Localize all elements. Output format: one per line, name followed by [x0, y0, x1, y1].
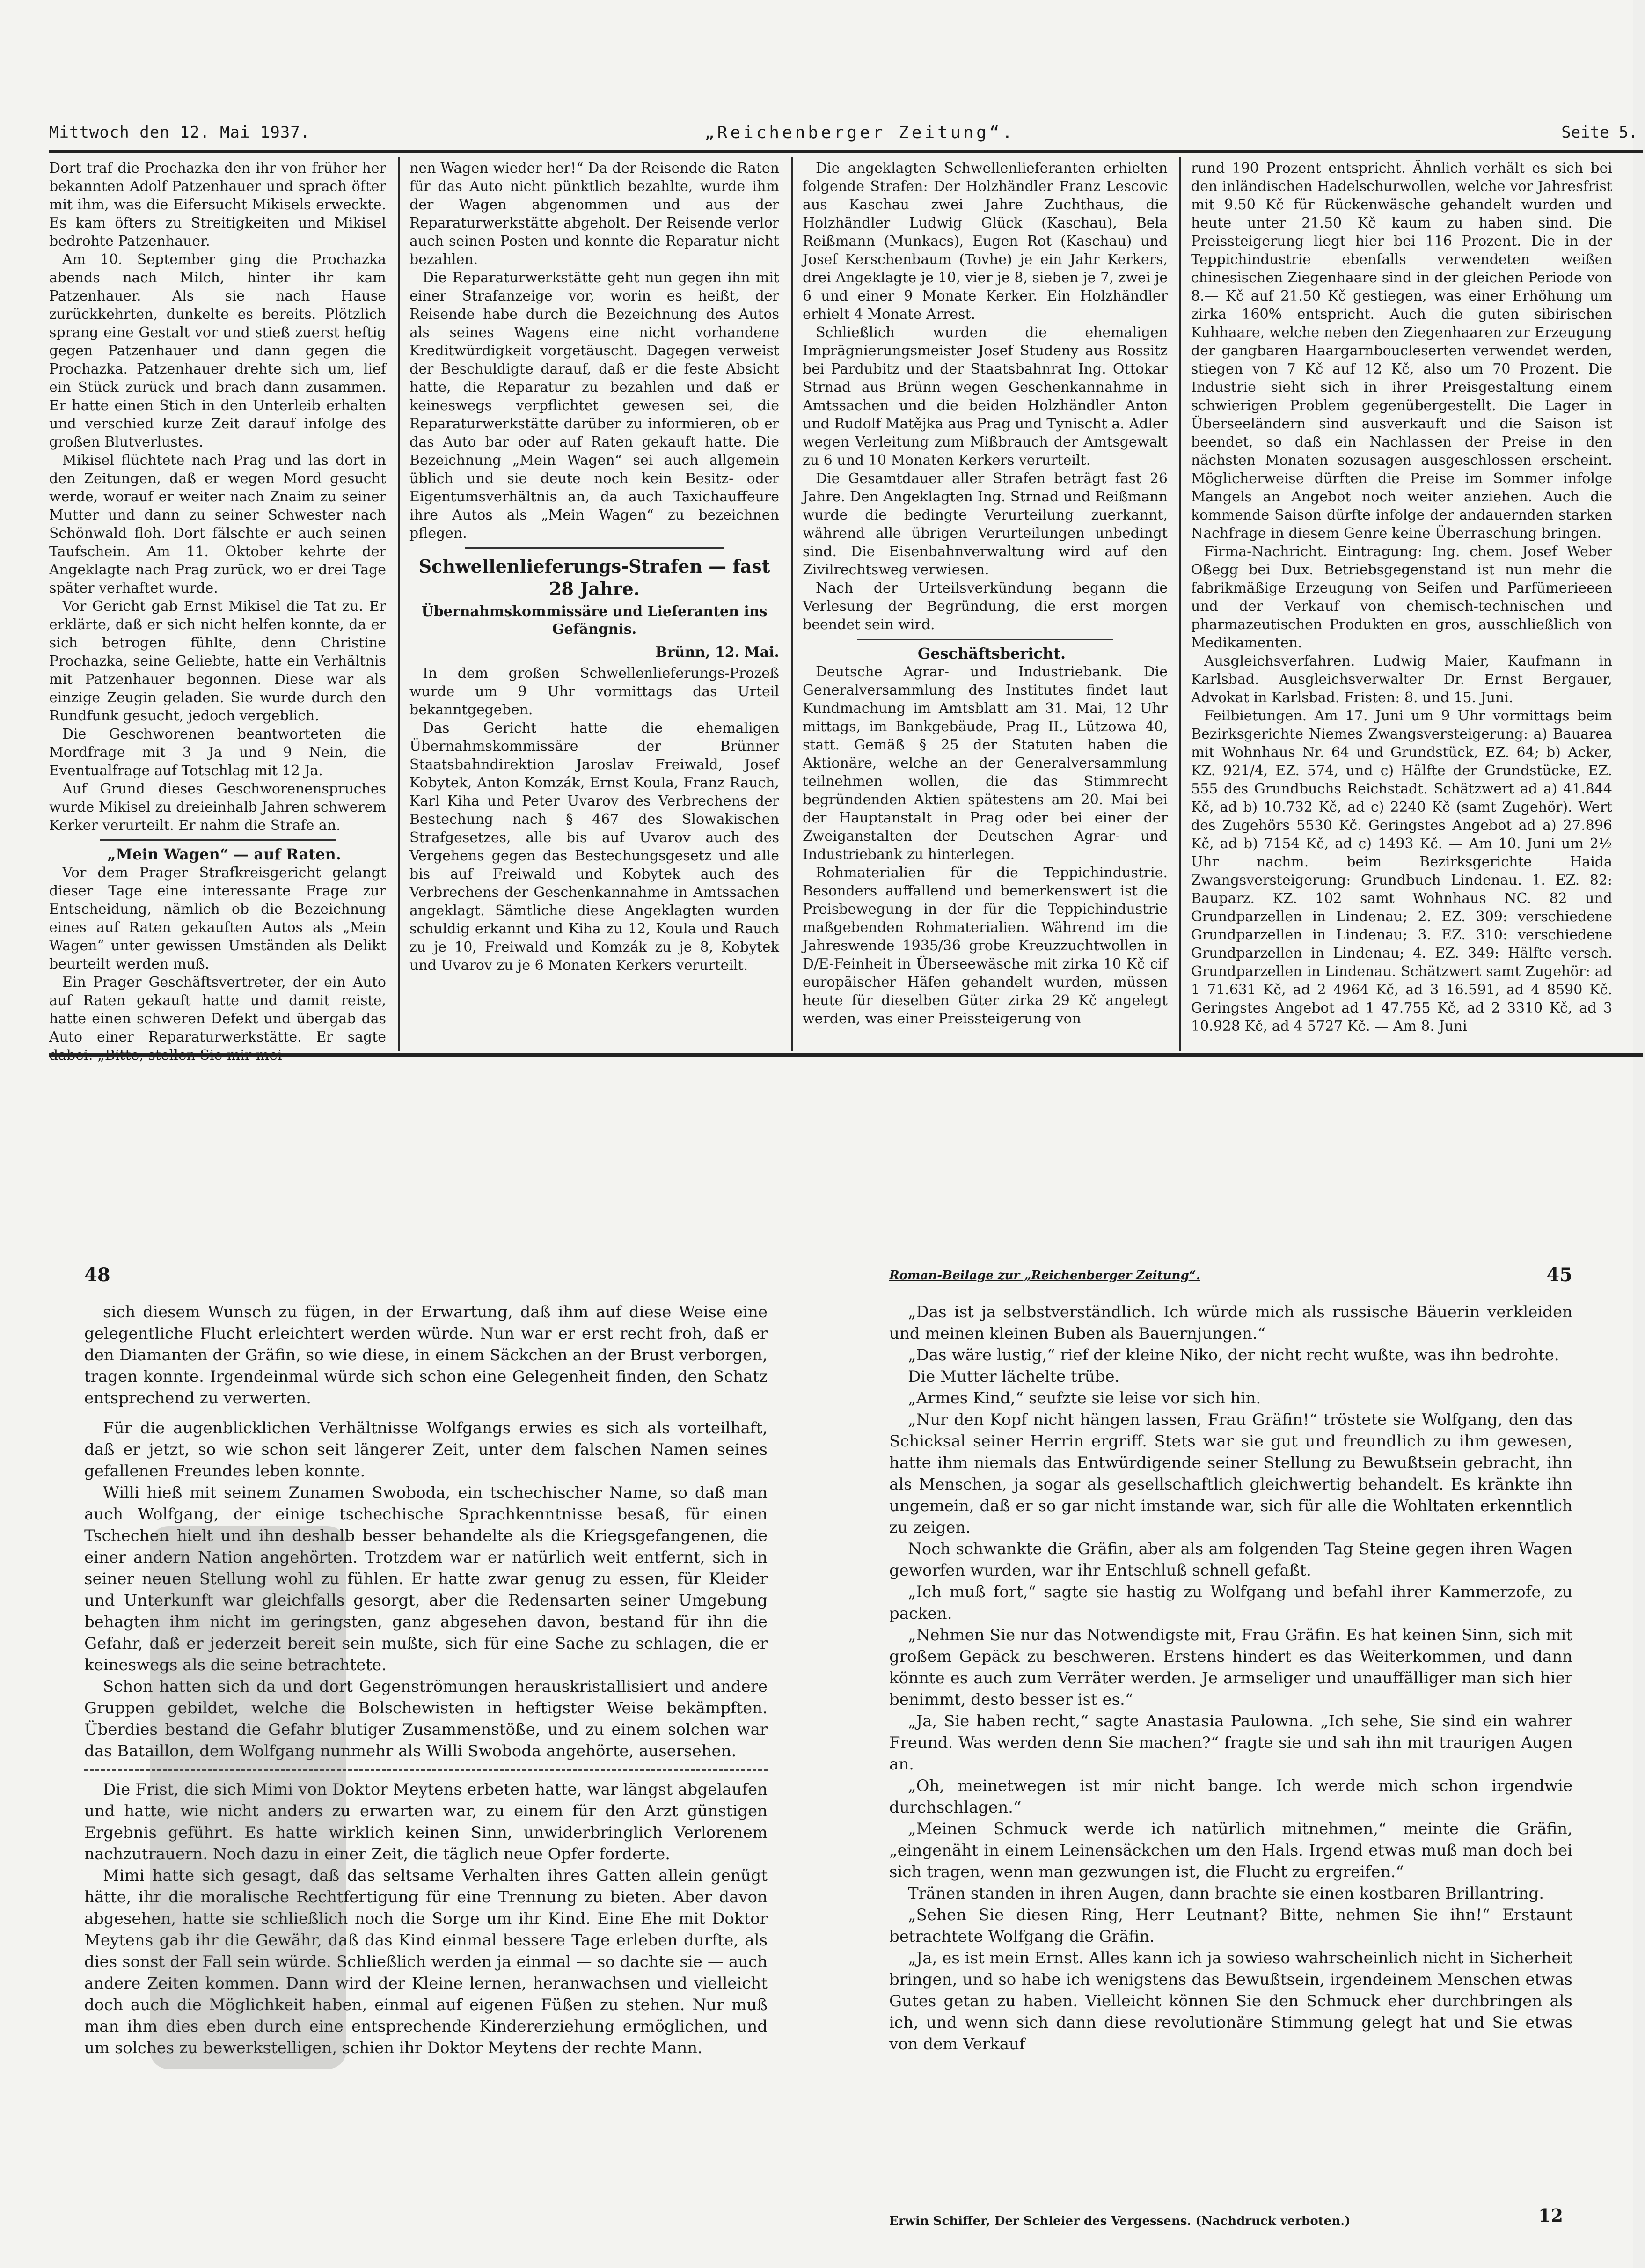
section-bottom-rule — [49, 1053, 1643, 1057]
paragraph: Deutsche Agrar- und Industriebank. Die Generalversammlung des Institutes findet laut Kundmachung im Amtsblatt am 31. Mai, 12 Uhr mittags, im Bankgebäude, Prag II., Lützowa 40, statt. Gemäß § 25 der Statuten haben die Aktionäre, welche an der Generalversammlung teilnehmen wollen, die das Stimmrecht begründenden Aktien spätestens am 20. Mai bei der Hauptanstalt in Prag oder bei einer der Zweiganstalten der Deutschen Agrar- und Industriebank zu hinterlegen. — [803, 664, 1168, 863]
paragraph: Tränen standen in ihren Augen, dann brachte sie einen kostbaren Brillantring. — [908, 1884, 1544, 1903]
header-date: Mittwoch den 12. Mai 1937. — [49, 123, 311, 142]
separator — [857, 639, 1113, 640]
paragraph: „Das wäre lustig,“ rief der kleine Niko, der nicht recht wußte, was ihn bedrohte. — [908, 1346, 1559, 1365]
paragraph: rund 190 Prozent entspricht. Ähnlich verhält es sich bei den inländischen Hadelschurwollen, welche vor Jahresfrist mit 9.50 Kč für Rückenwäsche gehandelt wurden und heute unter 21.50 Kč kaum zu haben sind. Die Preissteigerung liegt hier bei 116 Prozent. Die in der Teppichindustrie ebenfalls verwendeten weißen chinesischen Ziegenhaare sind in der gleichen Periode von 8.— Kč auf 21.50 Kč gestiegen, was einer Erhöhung um zirka 160% entspricht. Auch die guten sibirischen Kuhhaare, welche neben den Ziegenhaaren zur Erzeugung der gangbaren Haargarnboucleserten verwendet werden, stiegen von 7 Kč auf 12 Kč, also um 70 Prozent. Die Industrie sieht sich in ihrer Preisgestaltung einem schwierigen Problem gegenübergestellt. Die Lager in Überseeländern sind ausverkauft und die Saison ist beendet, so daß ein Nachlassen der Preise in den nächsten Monaten sozusagen ausgeschlossen erscheint. Möglicherweise dürften die Preise im Sommer infolge Mangels an Angebot noch weiter anziehen. Auch die kommende Saison dürfte infolge der andauernden starken Nachfrage in diesem Genre keine Überraschung bringen. — [1191, 160, 1612, 542]
novel-supplement-section — [75, 1264, 1601, 2233]
paragraph: Die angeklagten Schwellenlieferanten erhielten folgende Strafen: Der Holzhändler Franz Lescovic aus Kaschau zwei Jahre Zuchthaus, die Holzhändler Ludwig Glück (Kaschau), Bela Reißmann (Munkacs), Eugen Rot (Kaschau) und Josef Kerschenbaum (Tovhe) je ein Jahr Kerkers, drei Angeklagte je 10, vier je 8, sieben je 7, zwei je 6 und einer 9 Monate Kerker. Ein Holzhändler erhielt 4 Monate Arrest. — [803, 160, 1168, 323]
column-rule — [791, 157, 793, 1051]
novel-right-column — [889, 1301, 1572, 2200]
right-page-number: 45 — [1546, 1264, 1572, 1286]
paragraph: Für die augenblicklichen Verhältnisse Wolfgangs erwies es sich als vorteilhaft, daß er jetzt, so wie schon seit längerer Zeit, unter dem falschen Namen seines gefallenen Freundes leben konnte. — [84, 1419, 768, 1481]
article-title: „Mein Wagen“ — auf Raten. — [107, 845, 341, 863]
paragraph: Vor dem Prager Strafkreisgericht gelangt dieser Tage eine interessante Frage zur Entscheidung, nämlich ob die Bezeichnung eines auf Raten gekauften Autos als „Mein Wagen“ unter gewissen Umständen als Delikt beurteilt werden muß. — [49, 865, 386, 972]
paragraph: „Armes Kind,“ seufzte sie leise vor sich hin. — [908, 1389, 1261, 1408]
paragraph: Die Geschworenen beantworteten die Mordfrage mit 3 Ja und 9 Nein, die Eventualfrage auf Totschlag mit 12 Ja. — [49, 726, 386, 779]
paragraph: Vor Gericht gab Ernst Mikisel die Tat zu. Er erklärte, daß er sich nicht helfen konnte, da er sich betrogen fühlte, denn Christine Prochazka, seine Geliebte, hatte ein Verhältnis mit Patzenhauer begonnen. Diese war als einzige Zeugin geladen. Sie wurde durch den Rundfunk gesucht, jedoch vergeblich. — [49, 598, 386, 724]
paragraph: Schließlich wurden die ehemaligen Imprägnierungsmeister Josef Studeny aus Rossitz bei Pardubitz und der Staatsbahnrat Ing. Ottokar Strnad aus Brünn wegen Geschenkannahme in Amtssachen und die beiden Holzhändler Anton und Rudolf Matějka aus Prag und Tynischt a. Adler wegen Verleitung zum Mißbrauch der Amtsgewalt zu 6 und 10 Monaten Kerkers verurteilt. — [803, 324, 1168, 469]
column-2 — [409, 159, 779, 1049]
paragraph: Am 10. September ging die Prochazka abends nach Milch, hinter ihr kam Patzenhauer. Als sie nach Hause zurückkehrten, dunkelte es bereits. Plötzlich sprang eine Gestalt vor und stieß zuerst heftig gegen Patzenhauer und dann gegen die Prochazka. Patzenhauer drehte sich um, lief ein Stück zurück und brach dann zusammen. Er hatte einen Stich in den Unterleib erhalten und verschied kurze Zeit darauf infolge des großen Blutverlustes. — [49, 251, 386, 450]
paragraph: Ausgleichsverfahren. Ludwig Maier, Kaufmann in Karlsbad. Ausgleichsverwalter Dr. Ernst Bergauer, Advokat in Karlsbad. Fristen: 8. und 15. Juni. — [1191, 653, 1612, 706]
paragraph: „Ich muß fort,“ sagte sie hastig zu Wolfgang und befahl ihrer Kammerzofe, zu packen. — [889, 1583, 1572, 1623]
paragraph: „Nehmen Sie nur das Notwendigste mit, Frau Gräfin. Es hat keinen Sinn, sich mit großem Gepäck zu beschweren. Erstens hindert es das Weiterkommen, und dann könnte es auch zum Verräter werden. Je armseliger und unauffälliger man sich hier benimmt, desto besser ist es.“ — [889, 1626, 1572, 1709]
column-3 — [803, 159, 1168, 1049]
paragraph: Noch schwankte die Gräfin, aber als am folgenden Tag Steine gegen ihren Wagen geworfen wurden, war ihr Entschluß schnell gefaßt. — [889, 1540, 1572, 1580]
paragraph: „Ja, es ist mein Ernst. Alles kann ich ja sowieso wahrscheinlich nicht in Sicherheit bringen, und so habe ich wenigstens das Bewußtsein, irgendeinem Menschen etwas Gutes getan zu haben. Vielleicht können Sie den Schmuck eher durchbringen als ich, und wenn sich dann diese revolutionäre Stimmung gelegt hat und Sie etwas von dem Verkauf — [889, 1949, 1572, 2054]
paragraph: „Ja, Sie haben recht,“ sagte Anastasia Paulowna. „Ich sehe, Sie sind ein wahrer Freund. Was werden denn Sie machen?“ fragte sie und sah ihn mit traurigen Augen an. — [889, 1712, 1572, 1774]
paragraph: Die Frist, die sich Mimi von Doktor Meytens erbeten hatte, war längst abgelaufen und hatte, wie nicht anders zu erwarten war, zu einem für den Arzt günstigen Ergebnis geführt. Es hatte wirklich keinen Sinn, unwiderbringlich Verlorenem nachzutrauern. Noch dazu in einer Zeit, die täglich neue Opfer forderte. — [84, 1780, 768, 1864]
article-title: Schwellenlieferungs-Strafen — fast 28 Jahre. — [418, 556, 770, 599]
paragraph: Mikisel flüchtete nach Prag und las dort in den Zeitungen, daß er wegen Mord gesucht werde, worauf er weiter nach Znaim zu seiner Mutter und dann zu seiner Schwester nach Schönwald floh. Dort fälschte er auch seinen Taufschein. Am 11. Oktober kehrte der Angeklagte nach Prag zurück, wo er drei Tage später verhaftet wurde. — [49, 452, 386, 596]
paragraph: Mimi hatte sich gesagt, daß das seltsame Verhalten ihres Gatten allein genügt hätte, ihr die moralische Rechtfertigung für eine Trennung zu bieten. Aber davon abgesehen, hatte sie schließlich noch die Sorge um ihr Kind. Eine Ehe mit Doktor Meytens gab ihr die Gewähr, daß das Kind einmal bessere Tage erleben durfte, als dies sonst der Fall sein würde. Schließlich werden ja einmal — so dachte sie — auch andere Zeiten kommen. Dann wird der Kleine lernen, heranwachsen und vielleicht doch auch die Möglichkeit haben, einmal auf eigenen Füßen zu stehen. Nur muß man ihm dies eben durch eine entsprechende Kindererziehung ermöglichen, und um solches zu bewerkstelligen, schien ihr Doktor Meytens der rechte Mann. — [84, 1866, 768, 2057]
paragraph: Willi hieß mit seinem Zunamen Swoboda, ein tschechischer Name, so daß man auch Wolfgang, der einige tschechische Sprachkenntnisse besaß, für einen Tschechen hielt und ihn deshalb besser behandelte als die Kriegsgefangenen, die einer andern Nation angehörten. Trotzdem war er natürlich weit entfernt, sich in seiner neuen Stellung wohl zu fühlen. Er hatte zwar genug zu essen, für Kleider und Unterkunft war gleichfalls gesorgt, aber die Redensarten seiner Umgebung behagten ihm nicht im geringsten, ganz abgesehen davon, bestand für ihn die Gefahr, daß er jederzeit bereit sein mußte, sich für eine Sache zu schlagen, die er keineswegs als die seine betrachtete. — [84, 1483, 768, 1674]
paragraph: Nach der Urteilsverkündung begann die Verlesung der Begründung, die erst morgen beendet sein wird. — [803, 580, 1168, 633]
paragraph: nen Wagen wieder her!“ Da der Reisende die Raten für das Auto nicht pünktlich bezahlte, wurde ihm der Wagen abgenommen und aus der Reparaturwerkstätte abgeholt. Der Reisende verlor auch seinen Posten und konnte die Reparatur nicht bezahlen. — [409, 160, 779, 268]
paragraph: Schon hatten sich da und dort Gegenströmungen herauskristallisiert und andere Gruppen gebildet, welche die Bolschewisten in heftigster Weise bekämpften. Überdies bestand die Gefahr blutiger Zusammenstöße, und zu einem solchen war das Bataillon, dem Wolfgang nunmehr als Willi Swoboda angehörte, ausersehen. — [84, 1677, 768, 1761]
paragraph: Auf Grund dieses Geschworenenspruches wurde Mikisel zu dreieinhalb Jahren schwerem Kerker verurteilt. Er nahm die Strafe an. — [49, 781, 386, 834]
paragraph: „Oh, meinetwegen ist mir nicht bange. Ich werde mich schon irgendwie durchschlagen.“ — [889, 1776, 1572, 1817]
header-title: „Reichenberger Zeitung“. — [704, 123, 1016, 142]
supplement-heading: Roman-Beilage zur „Reichenberger Zeitung“. — [889, 1269, 1200, 1283]
column-rule — [1179, 157, 1181, 1051]
paragraph: Dort traf die Prochazka den ihr von früher her bekannten Adolf Patzenhauer und sprach öfter mit ihm, was die Eifersucht Mikisels erweckte. Es kam öfters zu Streitigkeiten und Mikisel bedrohte Patzenhauer. — [49, 160, 386, 250]
column-rule — [398, 157, 400, 1051]
header-page: Seite 5. — [1561, 123, 1638, 142]
paragraph: In dem großen Schwellenlieferungs-Prozeß wurde um 9 Uhr vormittags das Urteil bekanntgegeben. — [409, 665, 779, 718]
separator — [100, 839, 336, 841]
paragraph: „Nur den Kopf nicht hängen lassen, Frau Gräfin!“ tröstete sie Wolfgang, den das Schicksal seiner Herrin ergriff. Stets war sie gut und freundlich zu ihm gewesen, hatte ihm niemals das Entwürdigende seiner Stellung zu Bewußtsein gebracht, ihn als Menschen, ja sogar als gesellschaftlich gleichwertig behandelt. Es kränkte ihn ungemein, daß er so gar nicht imstande war, sich für alle die Wohltaten erkenntlich zu zeigen. — [889, 1410, 1572, 1537]
paragraph: Die Reparaturwerkstätte geht nun gegen ihn mit einer Strafanzeige vor, worin es heißt, der Reisende habe durch die Bezeichnung des Autos als seines Wagens eine nicht vorhandene Kreditwürdigkeit vorgetäuscht. Dagegen verweist der Beschuldigte darauf, daß er die feste Absicht hatte, die Reparatur zu bezahlen und daß er keineswegs verpflichtet gewesen sei, die Reparaturwerkstätte darüber zu informieren, ob er das Auto bar oder auf Raten gekauft hatte. Die Bezeichnung „Mein Wagen“ sei auch allgemein üblich und sie deute noch kein Besitz- oder Eigentumsverhältnis an, da auch Taxichauffeure ihre Autos als „Mein Wagen“ zu bezeichnen pflegen. — [409, 270, 779, 542]
paragraph: Feilbietungen. Am 17. Juni um 9 Uhr vormittags beim Bezirksgerichte Niemes Zwangsversteigerung: a) Bauarea mit Wohnhaus Nr. 64 und Grundstück, EZ. 64; b) Acker, KZ. 921/4, EZ. 574, und c) Hälfte der Grundstücke, EZ. 555 des Grundbuchs Reichstadt. Schätzwert ad a) 41.844 Kč, ad b) 10.732 Kč, ad c) 2240 Kč (samt Zugehör). Wert des Zugehörs 5530 Kč. Geringstes Angebot ad a) 27.896 Kč, ad b) 7154 Kč, ad c) 1493 Kč. — Am 10. Juni um 2½ Uhr nachm. beim Bezirksgerichte Haida Zwangsversteigerung: Grundbuch Lindenau. 1. EZ. 82: Bauparz. KZ. 102 samt Wohnhaus NC. 82 und Grundparzellen in Lindenau; 2. EZ. 309: verschiedene Grundparzellen in Lindenau; 3. EZ. 310: verschiedene Grundparzellen in Lindenau; 4. EZ. 349: Hälfte versch. Grundparzellen in Lindenau. Schätzwert samt Zugehör: ad 1 71.631 Kč, ad 2 4964 Kč, ad 3 16.591, ad 4 8590 Kč. Geringstes Angebot ad 1 47.755 Kč, ad 2 3310 Kč, ad 3 10.928 Kč, ad 4 5727 Kč. — Am 8. Juni — [1191, 708, 1612, 1035]
column-1 — [49, 159, 386, 1049]
paragraph: Das Gericht hatte die ehemaligen Übernahmskommissäre der Brünner Staatsbahndirektion Jaroslav Freiwald, Josef Kobytek, Anton Komzák, Ernst Koula, Franz Rauch, Karl Kiha und Peter Uvarov des Verbrechens der Bestechung nach § 467 des Slowakischen Strafgesetzes, alle bis auf Uvarov auch des Vergehens gegen das Bestechungsgesetz und alle bis auf Freiwald und Kobytek auch des Verbrechens der Geschenkannahme in Amtssachen angeklagt. Sämtliche diese Angeklagten wurden schuldig erkannt und Kiha zu 12, Koula und Rauch zu je 10, Freiwald und Komzák zu je 8, Kobytek und Uvarov zu je 6 Monaten Kerkers verurteilt. — [409, 720, 779, 974]
paragraph: Ein Prager Geschäftsvertreter, der ein Auto auf Raten gekauft hatte und damit reiste, hatte einen schweren Defekt und übergab das Auto einer Reparaturwerkstätte. Er sagte — [49, 974, 386, 1045]
page-header — [49, 119, 1643, 153]
separator — [465, 547, 724, 549]
paragraph: Rohmaterialien für die Teppichindustrie. Besonders auffallend und bemerkenswert ist die Preisbewegung in der für die Teppichindustrie maßgebenden Rohmaterialien. Während im die Jahreswende 1935/36 grobe Kreuzzuchtwollen in D/E-Feinheit in Überseewäsche mit zirka 10 Kč cif europäischer Häfen gehandelt wurden, müssen heute für dieselben Güter zirka 29 Kč angelegt werden, was einer Preissteigerung von — [803, 865, 1168, 1027]
installment-number: 12 — [1538, 2205, 1563, 2226]
print-smudge — [150, 1526, 346, 2069]
novel-footer-credit: Erwin Schiffer, Der Schleier des Vergessens. (Nachdruck verboten.) — [889, 2214, 1351, 2228]
upper-newspaper-section — [49, 119, 1645, 1070]
dateline: Brünn, 12. Mai. — [655, 644, 779, 661]
left-page-number: 48 — [84, 1264, 110, 1286]
article-subtitle: Übernahmskommissäre und Lieferanten ins Gefängnis. — [421, 603, 768, 638]
paragraph: sich diesem Wunsch zu fügen, in der Erwartung, daß ihm auf diese Weise eine gelegentliche Flucht erleichtert werden würde. Nun war er erst recht froh, daß er den Diamanten der Gräfin, so wie diese, in einem Säckchen an der Brust verborgen, tragen konnte. Irgendeinmal würde sich schon eine Gelegenheit finden, den Schatz entsprechend zu verwerten. — [84, 1303, 768, 1408]
paragraph: Die Gesamtdauer aller Strafen beträgt fast 26 Jahre. Den Angeklagten Ing. Strnad und Reißmann wurde die bedingte Verurteilung zuerkannt, während alle übrigen Verurteilungen unbedingt sind. Die Eisenbahnverwaltung wird auf den Zivilrechtsweg verwiesen. — [803, 470, 1168, 578]
paragraph: Firma-Nachricht. Eintragung: Ing. chem. Josef Weber Oßegg bei Dux. Betriebsgegenstand ist nun mehr die fabrikmäßige Erzeugung von Seifen und Parfümerieeen und der Verkauf von chemisch-technischen und pharmazeutischen Produkten en gros, ausschließlich von Medikamenten. — [1191, 543, 1612, 651]
article-title: Geschäftsbericht. — [917, 645, 1066, 662]
paragraph: „Das ist ja selbstverständlich. Ich würde mich als russische Bäuerin verkleiden und meinen kleinen Buben als Bauernjungen.“ — [889, 1303, 1572, 1343]
paragraph: „Meinen Schmuck werde ich natürlich mitnehmen,“ meinte die Gräfin, „eingenäht in einem Leinensäckchen um den Hals. Irgend etwas muß man doch bei sich tragen, wenn man gezwungen ist, die Flucht zu ergreifen.“ — [889, 1820, 1572, 1881]
column-4 — [1191, 159, 1612, 1049]
paragraph: Die Mutter lächelte trübe. — [908, 1367, 1120, 1386]
paragraph: „Sehen Sie diesen Ring, Herr Leutnant? Bitte, nehmen Sie ihn!“ Erstaunt betrachtete Wolfgang die Gräfin. — [889, 1906, 1572, 1946]
